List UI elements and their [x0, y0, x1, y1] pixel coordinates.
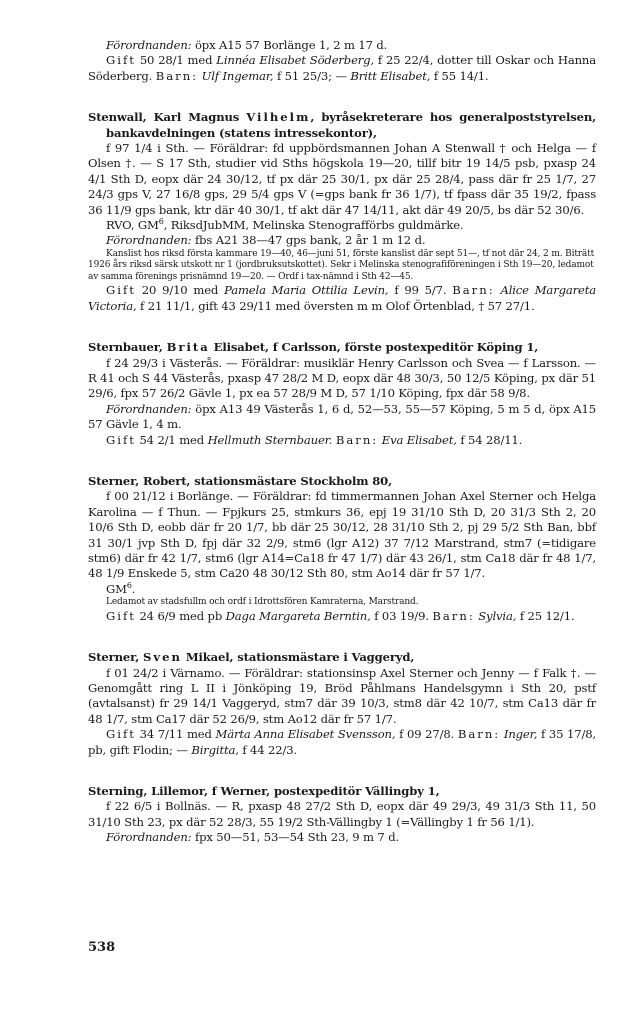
gift-label: Gift: [106, 608, 136, 623]
child-name: Eva Elisabet,: [378, 432, 457, 447]
gift-text: f 25 12/1.: [516, 608, 575, 623]
barn-label: Barn:: [155, 68, 199, 83]
entry-stenwall: [88, 110, 596, 314]
spouse-name: Pamela Maria Ottilia Levin,: [224, 283, 389, 298]
gift-text: f 99 5/7.: [388, 283, 453, 298]
spouse-name: Hellmuth Sternbauer.: [207, 432, 333, 447]
child-name: Sylvia,: [474, 608, 517, 623]
entry-heading: [88, 110, 596, 141]
entry-continuation: [88, 38, 596, 84]
child-name: Ulf Ingemar,: [198, 68, 274, 83]
ford-line: [88, 402, 596, 433]
entry-sterning: [88, 784, 596, 846]
ford-line: [88, 233, 596, 248]
entry-body: f 97 1/4 i Sth. — Föräldrar: fd uppbördsmannen Johan A Stenwall † och Helga — f Olsen †. — S 17 Sth, studier vid Sths högskola 19—20, tillf bitr 19 14/5 psb, pxasp 24 4/1 Sth D, eopx där 24 30/12, tf px där 25 30/1, px där 25 28/4, pass där fr 25 1/7, 27 24/3 gps V, 27 16/8 gps, 29 5/4 gps V (=gps bank fr 36 1/7), tf fpass där 35 19/2, fpass 36 11/9 gps bank, ktr där 40 30/1, tf akt där 47 14/11, akt där 49 20/5, bs där 52 30/6.: [88, 141, 596, 217]
gift-text: f 21 11/1, gift 43 29/11 med översten m m Olof Örtenblad, † 57 27/1.: [136, 298, 535, 313]
entry-body: f 24 29/3 i Västerås. — Föräldrar: musiklär Henry Carlsson och Svea — f Larsson. — R 41 och S 44 Västerås, pxasp 47 28/2 M D, eopx där 48 30/3, 50 12/5 Köping, px där 51 29/6, fpx 57 26/2 Gävle 1, px ea 57 28/9 M D, 57 1/10 Köping, fpx där 58 9/8.: [88, 355, 596, 401]
honors-sup: 6: [126, 581, 132, 591]
gift-text: 24 6/9 med pb: [135, 608, 226, 623]
entry-given-name: Vilhelm: [246, 110, 311, 125]
ford-label: Förordnanden:: [106, 38, 192, 52]
gift-line: [88, 609, 596, 624]
entry-sternbauer: [88, 340, 596, 448]
gift-label: Gift: [106, 283, 136, 298]
gift-line: [88, 53, 596, 84]
entry-title: Elisabet, f Carlsson, förste postexpeditör Köping 1,: [209, 340, 539, 355]
entry-given-name: Brita: [166, 340, 210, 355]
ford-label: Förordnanden:: [106, 830, 192, 845]
ford-text: öpx A13 49 Västerås 1, 6 d, 52—53, 55—57 Köping, 5 m 5 d, öpx A15 57 Gävle 1, 4 m.: [88, 401, 596, 432]
gift-text: 50 28/1 med: [135, 53, 217, 68]
gift-text: f 44 22/3.: [238, 742, 297, 757]
gift-line: [88, 727, 596, 758]
gift-text: f 03 19/9.: [370, 608, 433, 623]
honors: RVO, GM: [106, 218, 159, 233]
small-note: Kanslist hos riksd första kammare 19—40, 46—juni 51, förste kanslist där sept 51—, tf not där 24, 2 m. Biträtt 1926 års riksd särsk utskott nr 1 (jordbruksutskottet). Sekr i Melinska stenografiföreningen i Sth 19—20, ledamot av samma förenings prisnämnd 19—20. — Ordf i tax-nämnd i Sth 42—45.: [88, 248, 595, 282]
ford-text: fpx 50—51, 53—54 Sth 23, 9 m 7 d.: [191, 830, 399, 845]
honors-rest: , RiksdJubMM, Melinska Stenografförbs guldmärke.: [163, 218, 464, 233]
honors-sup: 6: [158, 217, 164, 227]
gift-label: Gift: [106, 432, 136, 447]
entry-name: Stenwall, Karl Magnus: [88, 110, 247, 125]
honors: GM: [106, 581, 127, 596]
barn-label: Barn:: [335, 432, 379, 447]
honors-line: [88, 218, 596, 233]
entry-title: Mikael, stationsmästare i Vaggeryd,: [181, 650, 415, 665]
barn-label: Barn:: [452, 283, 495, 298]
gift-text: 34 7/11 med: [135, 727, 216, 742]
entry-sterner-sven: [88, 650, 596, 758]
child-name: Inger,: [500, 727, 538, 742]
entry-heading: Sterning, Lillemor, f Werner, postexpeditör Vällingby 1,: [88, 784, 440, 799]
gift-text: f 51 25/3; —: [273, 68, 351, 83]
barn-label: Barn:: [432, 608, 475, 623]
honors-rest: .: [131, 581, 136, 596]
small-note: Ledamot av stadsfullm och ordf i Idrottsfören Kamraterna, Marstrand.: [106, 597, 419, 608]
child-name: Birgitta,: [191, 742, 239, 757]
document-page: [88, 38, 596, 864]
gift-text: 20 9/10 med: [135, 283, 225, 298]
page-number: 538: [88, 940, 116, 955]
entry-name: Sternbauer,: [88, 340, 167, 355]
entry-name: Sterner,: [88, 650, 144, 665]
barn-label: Barn:: [457, 727, 501, 742]
gift-text: f 25 22/4, dotter till Oskar och Hanna Söderberg.: [88, 53, 597, 83]
ford-line: [88, 38, 596, 53]
entry-heading: Sterner, Robert, stationsmästare Stockholm 80,: [88, 474, 392, 489]
child-name: Alice Margareta Victoria,: [88, 283, 596, 313]
ford-text: öpx A15 57 Borlänge 1, 2 m 17 d.: [191, 38, 388, 52]
gift-text: f 35 17/8, pb, gift Flodin; —: [88, 727, 597, 757]
ford-line: [88, 830, 596, 845]
spouse-name: Daga Margareta Berntin,: [225, 608, 371, 623]
entry-sterner-robert: [88, 474, 596, 624]
gift-line: [88, 283, 596, 314]
gift-text: f 09 27/8.: [395, 727, 458, 742]
spouse-name: Märta Anna Elisabet Svensson,: [215, 727, 396, 742]
gift-label: Gift: [106, 53, 136, 68]
ford-label: Förordnanden:: [106, 233, 192, 248]
gift-label: Gift: [106, 727, 136, 742]
entry-heading: [88, 650, 596, 665]
gift-text: f 55 14/1.: [430, 68, 489, 83]
ford-text: fbs A21 38—47 gps bank, 2 år 1 m 12 d.: [191, 233, 426, 248]
gift-line: [88, 433, 596, 448]
entry-body: f 01 24/2 i Värnamo. — Föräldrar: stationsinsp Axel Sterner och Jenny — f Falk †. — Genomgått ring L II i Jönköping 19, Bröd Påhlmans Handelsgymn i Sth 20, pstf (avtalsanst) fr 29 14/1 Vaggeryd, stm7 där 39 10/3, stm8 där 42 10/7, stm Ca13 där fr 48 1/7, stm Ca17 där 52 26/9, stm Ao12 där fr 57 1/7.: [88, 665, 596, 726]
entry-body: f 22 6/5 i Bollnäs. — R, pxasp 48 27/2 Sth D, eopx där 49 29/3, 49 31/3 Sth 11, 50 31/10 Sth 23, px där 52 28/3, 55 19/2 Sth-Vällingby 1 (=Vällingby 1 fr 56 1/1).: [88, 799, 596, 829]
ford-label: Förordnanden:: [106, 401, 192, 416]
entry-heading: [88, 340, 596, 355]
child-name: Britt Elisabet,: [350, 68, 431, 83]
gift-text: f 54 28/11.: [456, 432, 523, 447]
entry-body: f 00 21/12 i Borlänge. — Föräldrar: fd timmermannen Johan Axel Sterner och Helga Karolina — f Thun. — Fpjkurs 25, stmkurs 36, epj 19 31/10 Sth D, 20 31/3 Sth 2, 20 10/6 Sth D, eobb där fr 20 1/7, bb där 25 30/12, 28 31/10 Sth 2, pj 29 5/2 Sth Ban, bbf 31 30/1 jvp Sth D, fpj där 32 2/9, stm6 (lgr A12) 37 7/12 Marstrand, stm7 (=tidigare stm6) där fr 42 1/7, stm6 (lgr A14=Ca18 fr 47 1/7) där 43 26/1, stm Ca18 där fr 48 1/7, 48 1/9 Enskede 5, stm Ca20 48 30/12 Sth 80, stm Ao14 där fr 57 1/7.: [88, 489, 596, 581]
honors-line: [88, 582, 596, 597]
gift-text: 54 2/1 med: [135, 432, 208, 447]
entry-given-name: Sven: [143, 650, 182, 665]
entry-title: , byråsekreterare hos generalpoststyrelsen, bankavdelningen (statens intressekontor),: [106, 110, 596, 140]
spouse-name: Linnéa Elisabet Söderberg,: [216, 53, 374, 68]
